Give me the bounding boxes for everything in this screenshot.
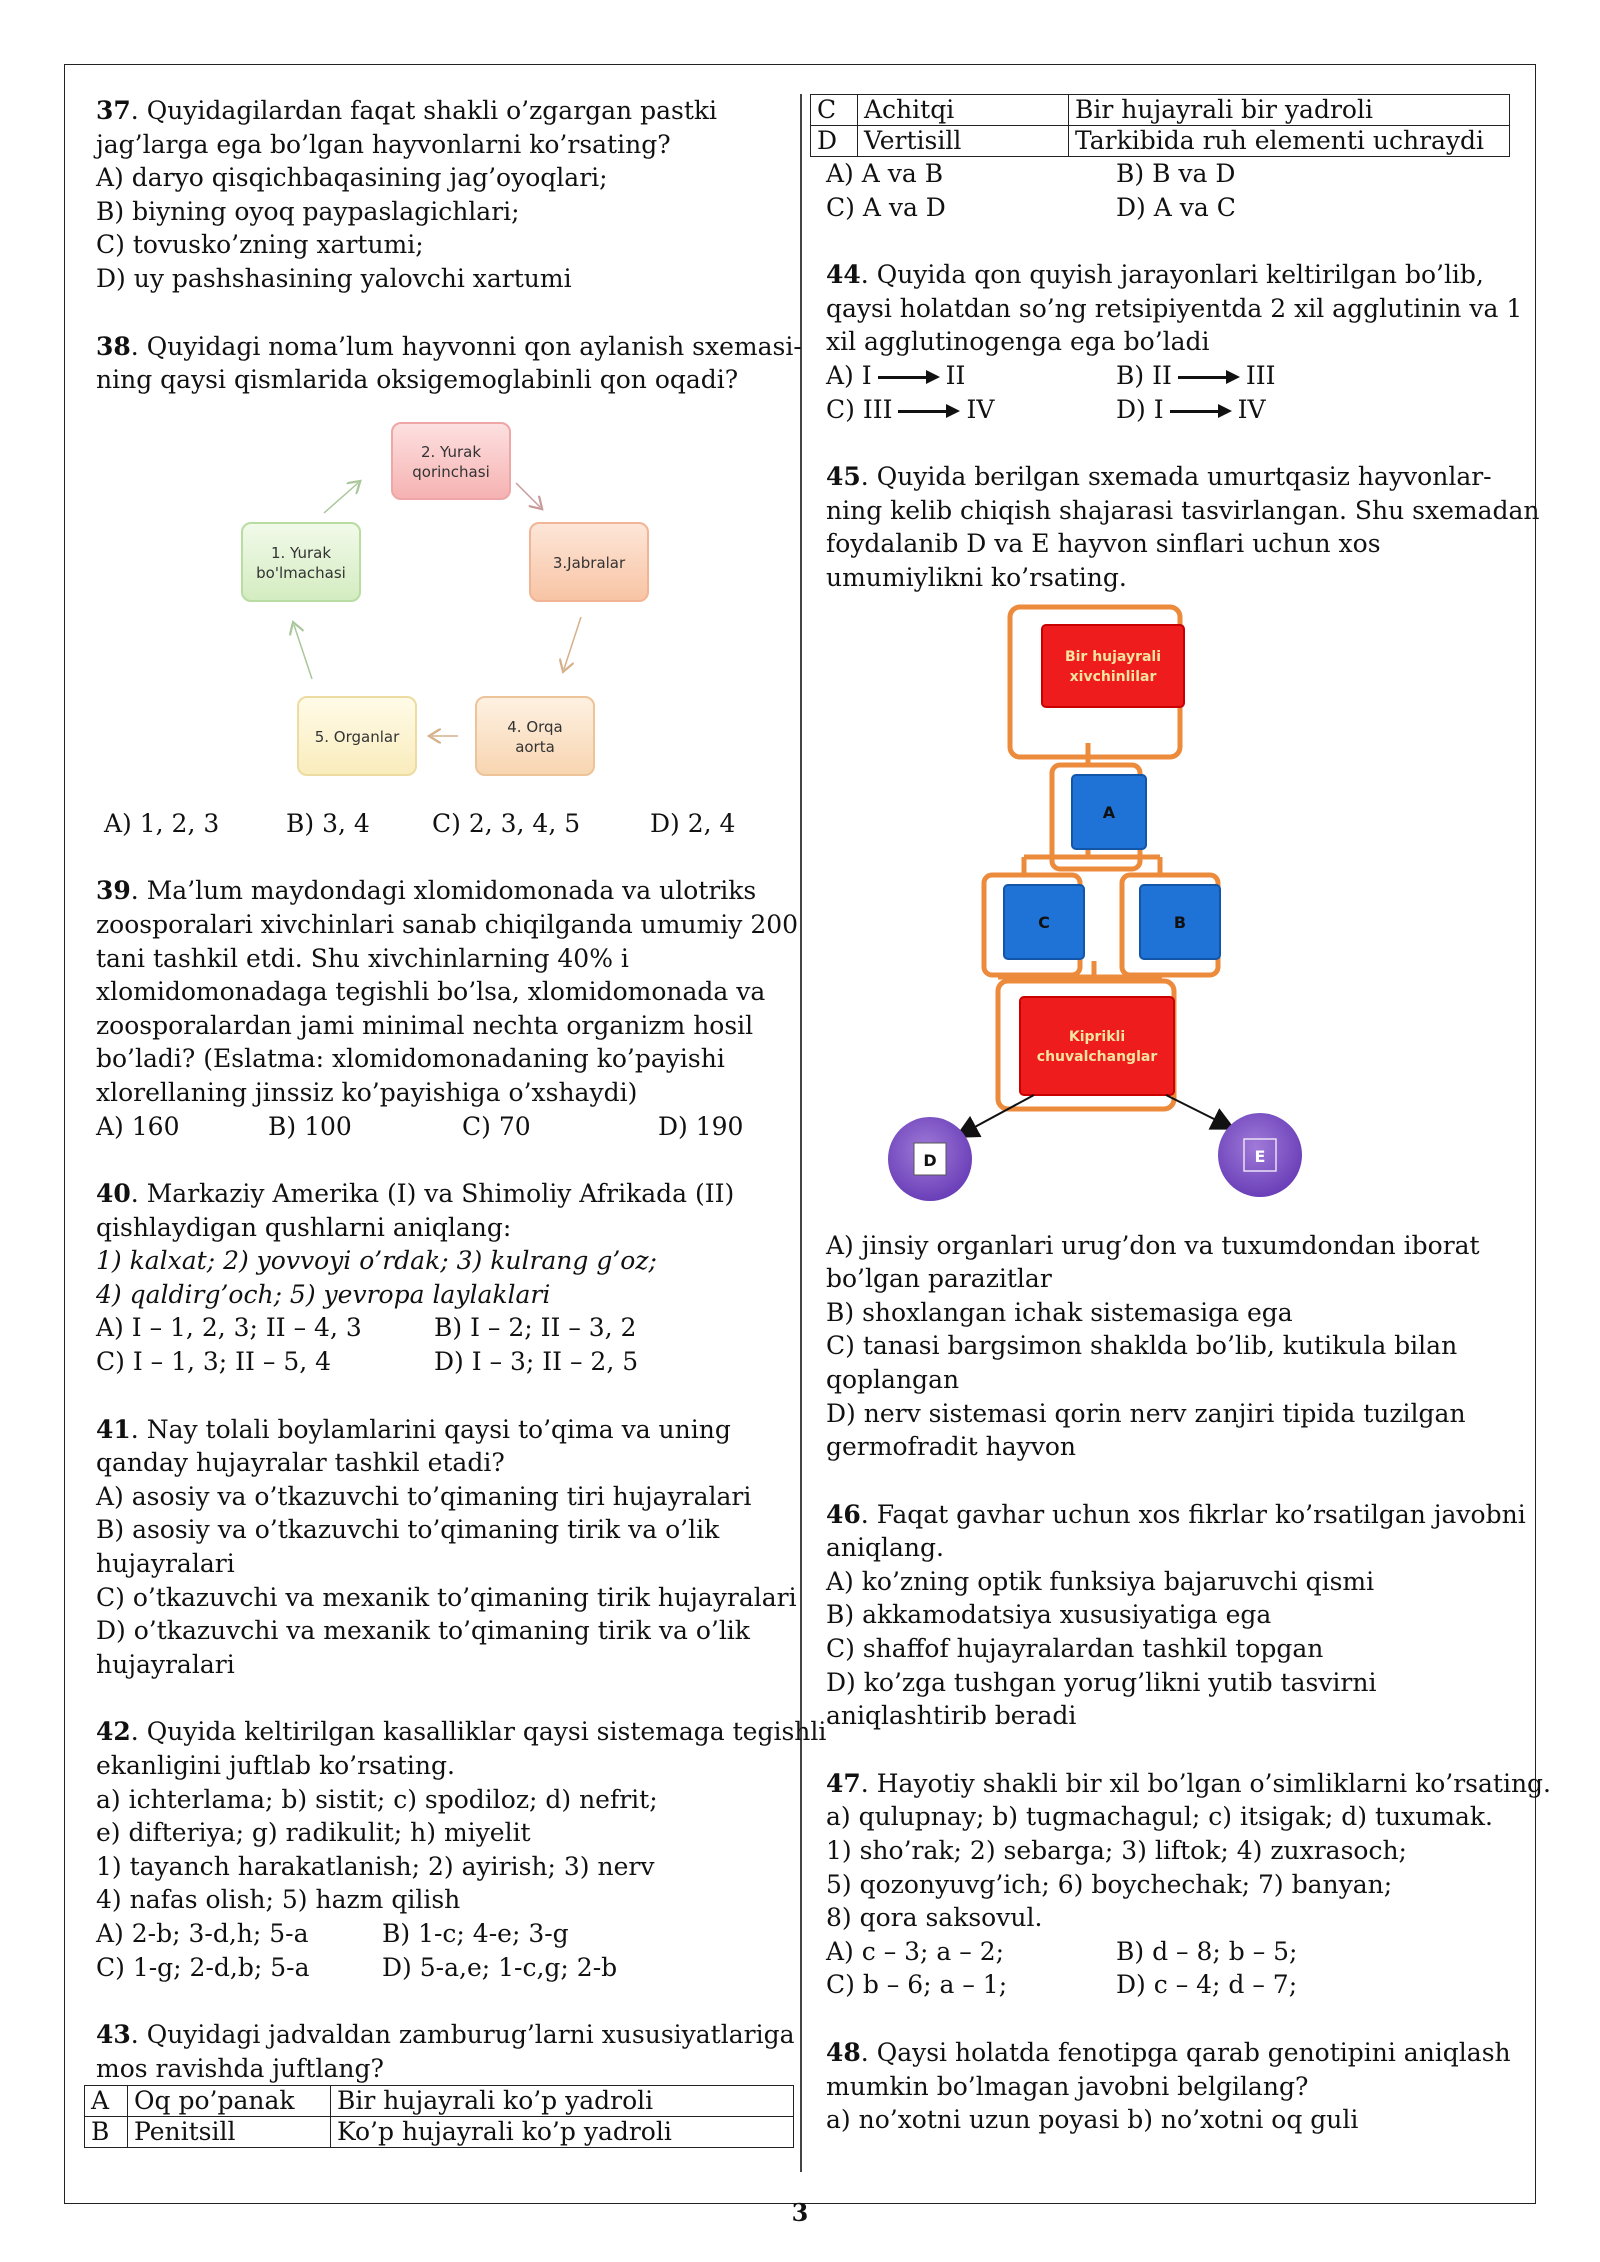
question-text: Quyidagi jadvaldan zamburug’larni xususiyatlariga xyxy=(146,2020,795,2050)
node-label: qorinchasi xyxy=(412,462,490,481)
question-number: 41 xyxy=(96,1414,131,1444)
answer-option: D) 2, 4 xyxy=(650,808,736,838)
answer-option: A) 2-b; 3-d,h; 5-a xyxy=(96,1918,309,1948)
answer-option: A) jinsiy organlari urug’don va tuxumdondan iborat xyxy=(826,1230,1480,1260)
question-text: qanday hujayralar tashkil etadi? xyxy=(96,1448,505,1478)
table-row xyxy=(811,95,1510,126)
question-39: 39. Ma’lum maydondagi xlomidomonada va ulotriks zoosporalari xivchinlari sanab chiqilganda umumiy 200 tani tashkil etdi. Shu xivchinlarning 40% i xlomidomonadaga tegishli bo’lsa, xlomidomonada va zoosporalardan jami minimal nechta organizm hosil bo’ladi? (Eslatma: xlomidomonadaning ko’payishi xlorellaning jinssiz ko’payishiga o’xshaydi) A) 160 B) 100 C) 70 D) 190 xyxy=(96,874,786,1143)
answer-option: C) III IV xyxy=(826,394,995,424)
answer-option: C) I – 1, 3; II – 5, 4 xyxy=(96,1347,332,1377)
node-label: 3.Jabralar xyxy=(552,553,626,572)
question-text: xil agglutinogenga ega bo’ladi xyxy=(826,327,1210,357)
fungi-table-part2 xyxy=(810,94,1510,157)
table-cell: Bir hujayrali ko’p yadroli xyxy=(331,2086,794,2117)
question-text: Hayotiy shakli bir xil bo’lgan o’simliklarni ko’rsating. xyxy=(876,1768,1551,1798)
answer-option: a) no’xotni uzun poyasi b) no’xotni oq guli xyxy=(826,2105,1359,2135)
answer-option: D) I IV xyxy=(1116,394,1266,424)
question-text: 1) sho’rak; 2) sebarga; 3) liftok; 4) zuxrasoch; xyxy=(826,1836,1407,1866)
question-text: Quyida keltirilgan kasalliklar qaysi sistemaga tegishli xyxy=(146,1717,827,1747)
question-text: Markaziy Amerika (I) va Shimoliy Afrikada (II) xyxy=(146,1179,735,1209)
question-text: mumkin bo’lmagan javobni belgilang? xyxy=(826,2071,1309,2101)
answer-option: B) II III xyxy=(1116,360,1276,390)
question-number: 45 xyxy=(826,462,861,492)
phylogeny-diagram xyxy=(826,599,1526,1229)
answer-option: hujayralari xyxy=(96,1649,235,1679)
diagram-node-dorsal-aorta xyxy=(476,697,594,775)
question-46: 46. Faqat gavhar uchun xos fikrlar ko’rsatilgan javobni aniqlang. A) ko’zning optik funksiya bajaruvchi qismi B) akkamodatsiya xususiyatiga ega C) shaffof hujayralardan tashkil topgan D) ko’zga tushgan yorug’likni yutib tasvirni aniqlashtirib beradi xyxy=(826,1498,1526,1733)
diagram-arrow xyxy=(516,483,540,507)
node-a xyxy=(1052,765,1146,869)
question-text: 8) qora saksovul. xyxy=(826,1903,1043,1933)
answer-option: C) 70 xyxy=(462,1111,531,1141)
page-number: 3 xyxy=(791,2198,809,2227)
node-label: chuvalchanglar xyxy=(1036,1048,1158,1065)
table-cell: C xyxy=(811,95,858,126)
diagram-node-heart-atrium xyxy=(242,523,360,601)
answer-option: A) I – 1, 2, 3; II – 4, 3 xyxy=(96,1313,362,1343)
question-text: foydalanib D va E hayvon sinflari uchun xos xyxy=(826,529,1381,559)
tree-arrow xyxy=(1166,1095,1230,1127)
diagram-node-organs xyxy=(298,697,416,775)
node-label: Kiprikli xyxy=(1068,1028,1126,1045)
question-text: 1) tayanch harakatlanish; 2) ayirish; 3) nerv xyxy=(96,1851,655,1881)
question-text: ekanligini juftlab ko’rsating. xyxy=(96,1751,455,1780)
node-label: 5. Organlar xyxy=(314,727,400,746)
table-cell: Penitsill xyxy=(128,2117,331,2148)
answer-option: D) c – 4; d – 7; xyxy=(1116,1970,1298,2000)
diagram-node-heart-ventricle xyxy=(392,423,510,499)
arrow-right-icon xyxy=(1178,372,1240,382)
answer-option: C) 2, 3, 4, 5 xyxy=(432,808,581,838)
question-number: 46 xyxy=(826,1499,861,1529)
answer-option: A) 160 xyxy=(96,1111,180,1141)
answer-option: qoplangan xyxy=(826,1364,960,1394)
answer-option: A) ko’zning optik funksiya bajaruvchi qismi xyxy=(826,1566,1375,1596)
answer-option: D) uy pashshasining yalovchi xartumi xyxy=(96,263,572,293)
question-40: 40. Markaziy Amerika (I) va Shimoliy Afrikada (II) qishlaydigan qushlarni aniqlang: 1) kalxat; 2) yovvoyi o’rdak; 3) kulrang g’oz; 4) qaldirg’och; 5) yevropa laylaklari A) I – 1, 2, 3; II – 4, 3 B) I – 2; II – 3, 2 C) I – 1, 3; II – 5, 4 D) I – 3; II – 2, 5 xyxy=(96,1177,786,1379)
question-text: Faqat gavhar uchun xos fikrlar ko’rsatilgan javobni xyxy=(876,1499,1526,1529)
answer-option: A) asosiy va o’tkazuvchi to’qimaning tiri hujayralari xyxy=(96,1481,752,1511)
question-text: zoosporalardan jami minimal nechta organizm hosil xyxy=(96,1010,754,1040)
node-label: B xyxy=(1173,912,1187,932)
table-row xyxy=(811,126,1510,157)
question-text: qishlaydigan qushlarni aniqlang: xyxy=(96,1212,512,1242)
answer-option: C) shaffof hujayralardan tashkil topgan xyxy=(826,1634,1324,1664)
question-text: xlorellaning jinssiz ko’payishiga o’xshaydi) xyxy=(96,1077,638,1107)
question-43: 43. Quyidagi jadvaldan zamburug’larni xususiyatlariga mos ravishda juftlang? A Oq po’panak Bir hujayrali ko’p yadroli B Penitsill Ko’p hujayrali ko’p yadroli xyxy=(96,2018,786,2148)
question-text: 5) qozonyuvg’ich; 6) boychechak; 7) banyan; xyxy=(826,1869,1393,1899)
question-number: 43 xyxy=(96,2020,131,2050)
table-cell: D xyxy=(811,126,858,157)
question-number: 44 xyxy=(826,260,861,290)
answer-option: A) A va B xyxy=(826,159,944,188)
question-48: 48. Qaysi holatda fenotipga qarab genotipini aniqlash mumkin bo’lmagan javobni belgilang? a) no’xotni uzun poyasi b) no’xotni oq guli xyxy=(826,2036,1526,2137)
question-text: zoosporalari xivchinlari sanab chiqilganda umumiy 200 xyxy=(96,909,799,939)
answer-option: C) b – 6; a – 1; xyxy=(826,1970,1008,2000)
answer-option: A) I II xyxy=(826,360,966,390)
question-text: xlomidomonadaga tegishli bo’lsa, xlomidomonada va xyxy=(96,977,766,1007)
answer-option: C) 1-g; 2-d,b; 5-a xyxy=(96,1952,310,1982)
node-label: Bir hujayrali xyxy=(1064,648,1162,665)
question-text: bo’ladi? (Eslatma: xlomidomonadaning ko’payishi xyxy=(96,1044,725,1074)
question-text: qaysi holatdan so’ng retsipiyentda 2 xil agglutinin va 1 xyxy=(826,293,1523,323)
question-text: a) qulupnay; b) tugmachagul; c) itsigak; d) tuxumak. xyxy=(826,1802,1494,1832)
node-label: C xyxy=(1038,912,1050,932)
question-38: 38. Quyidagi noma’lum hayvonni qon aylanish sxemasi- ning qaysi qismlarida oksigemoglabinli qon oqadi? 2. Yurak qorinchasi 1. Yurak bo'lmachasi 3.Jabralar 4. Orqa aorta 5. Organlar A) 1, 2, 3 B) 3, 4 C) 2, 3, 4, 5 D) 2, 4 xyxy=(96,330,786,841)
answer-option: C) o’tkazuvchi va mexanik to’qimaning tirik hujayralari xyxy=(96,1582,797,1612)
question-text: Qaysi holatda fenotipga qarab genotipini aniqlash xyxy=(876,2038,1511,2067)
node-label: E xyxy=(1254,1146,1266,1166)
question-number: 39 xyxy=(96,876,131,906)
question-number: 47 xyxy=(826,1768,861,1798)
table-cell: A xyxy=(85,2086,128,2117)
answer-option: C) A va D xyxy=(826,192,946,222)
question-number: 37 xyxy=(96,96,131,125)
answer-option: B) biyning oyoq paypaslagichlari; xyxy=(96,196,520,226)
answer-option: B) shoxlangan ichak sistemasiga ega xyxy=(826,1297,1293,1327)
answer-option: B) 1-c; 4-e; 3-g xyxy=(382,1918,569,1948)
node-flagellates xyxy=(1010,607,1184,757)
table-cell: Ko’p hujayrali ko’p yadroli xyxy=(331,2117,794,2148)
diagram-arrow xyxy=(564,617,581,669)
diagram-arrow xyxy=(294,625,312,679)
question-number: 48 xyxy=(826,2038,861,2067)
answer-option: B) 100 xyxy=(268,1111,352,1141)
question-text: Quyida qon quyish jarayonlari keltirilgan bo’lib, xyxy=(876,260,1484,290)
arrow-right-icon xyxy=(878,372,940,382)
answer-option: C) tovusko’zning xartumi; xyxy=(96,230,424,260)
node-label: aorta xyxy=(515,737,555,756)
circulation-diagram xyxy=(96,397,786,807)
node-d xyxy=(888,1117,972,1201)
table-cell: Oq po’panak xyxy=(128,2086,331,2117)
question-text: tani tashkil etdi. Shu xivchinlarning 40% i xyxy=(96,943,629,973)
fungi-table-part1 xyxy=(84,2085,794,2148)
node-label: 4. Orqa xyxy=(507,717,563,736)
question-text: 4) qaldirg’och; 5) yevropa laylaklari xyxy=(96,1279,551,1309)
question-47: 47. Hayotiy shakli bir xil bo’lgan o’simliklarni ko’rsating. a) qulupnay; b) tugmachagul; c) itsigak; d) tuxumak. 1) sho’rak; 2) sebarga; 3) liftok; 4) zuxrasoch; 5) qozonyuvg’ich; 6) boychechak; 7) banyan; 8) qora saksovul. A) c – 3; a – 2; B) d – 8; b – 5; C) b – 6; a – 1; D) c – 4; d – 7; xyxy=(826,1767,1526,2002)
question-number: 42 xyxy=(96,1717,131,1747)
diagram-arrow xyxy=(324,483,358,513)
question-number: 38 xyxy=(96,331,131,361)
node-flatworms xyxy=(998,981,1174,1109)
question-text: ning qaysi qismlarida oksigemoglabinli qon oqadi? xyxy=(96,365,739,395)
answer-option: D) ko’zga tushgan yorug’likni yutib tasvirni xyxy=(826,1667,1377,1697)
table-cell: Achitqi xyxy=(858,95,1069,126)
answer-option: B) asosiy va o’tkazuvchi to’qimaning tirik va o’lik xyxy=(96,1515,720,1545)
question-text: 4) nafas olish; 5) hazm qilish xyxy=(96,1885,461,1915)
table-cell: Bir hujayrali bir yadroli xyxy=(1069,95,1510,126)
question-number: 40 xyxy=(96,1179,131,1209)
question-text: jag’larga ega bo’lgan hayvonlarni ko’rsating? xyxy=(96,129,671,159)
question-45: 45. Quyida berilgan sxemada umurtqasiz hayvonlar- ning kelib chiqish shajarasi tasvirlangan. Shu sxemadan foydalanib D va E hayvon sinflari uchun xos umumiylikni ko’rsating. Bir hujayrali xivchinlilar A C B Kiprikli chuvalchanglar D E A) jinsiy organlari urug’don va tuxumdondan iborat bo’lgan parazitlar B) shoxlangan ichak sistemasiga ega C) tanasi bargsimon shaklda bo’lib, kutikula bilan qoplangan D) nerv sistemasi qorin nerv zanjiri tipida tuzilgan germofradit hayvon xyxy=(826,460,1526,1464)
question-text: Quyida berilgan sxemada umurtqasiz hayvonlar- xyxy=(876,462,1492,492)
node-e xyxy=(1218,1113,1302,1197)
answer-option: B) akkamodatsiya xususiyatiga ega xyxy=(826,1600,1272,1630)
question-text: aniqlang. xyxy=(826,1533,944,1563)
question-42: 42. Quyida keltirilgan kasalliklar qaysi sistemaga tegishli ekanligini juftlab ko’rsating. a) ichterlama; b) sistit; c) spodiloz; d) nefrit; e) difteriya; g) radikulit; h) miyelit 1) tayanch harakatlanish; 2) ayirish; 3) nerv 4) nafas olish; 5) hazm qilish A) 2-b; 3-d,h; 5-a B) 1-c; 4-e; 3-g C) 1-g; 2-d,b; 5-a D) 5-a,e; 1-c,g; 2-b xyxy=(96,1715,786,1984)
question-37: 37. Quyidagilardan faqat shakli o’zgargan pastki jag’larga ega bo’lgan hayvonlarni ko’rsating? A) daryo qisqichbaqasining jag’oyoqlari; B) biyning oyoq paypaslagichlari; C) tovusko’zning xartumi; D) uy pashshasining yalovchi xartumi xyxy=(96,94,786,296)
table-cell: B xyxy=(85,2117,128,2148)
question-text: a) ichterlama; b) sistit; c) spodiloz; d) nefrit; xyxy=(96,1784,658,1814)
answer-option: D) nerv sistemasi qorin nerv zanjiri tipida tuzilgan xyxy=(826,1398,1466,1428)
table-cell: Vertisill xyxy=(858,126,1069,157)
answer-option: B) I – 2; II – 3, 2 xyxy=(434,1313,637,1343)
answer-option: C) tanasi bargsimon shaklda bo’lib, kutikula bilan xyxy=(826,1331,1458,1361)
answer-option: A) 1, 2, 3 xyxy=(104,808,220,838)
question-text: Nay tolali boylamlarini qaysi to’qima va uning xyxy=(146,1414,731,1444)
question-text: umumiylikni ko’rsating. xyxy=(826,562,1127,592)
right-column xyxy=(817,94,1551,2137)
answer-option: D) A va C xyxy=(1116,192,1236,222)
node-c xyxy=(984,875,1084,975)
node-label: xivchinlilar xyxy=(1069,668,1157,685)
answer-option: B) 3, 4 xyxy=(286,808,370,838)
answer-option: A) daryo qisqichbaqasining jag’oyoqlari; xyxy=(96,163,608,193)
answer-option: D) 190 xyxy=(658,1111,744,1141)
question-text: e) difteriya; g) radikulit; h) miyelit xyxy=(96,1818,531,1848)
answer-option: aniqlashtirib beradi xyxy=(826,1701,1077,1731)
arrow-right-icon xyxy=(898,406,960,416)
answer-option: D) I – 3; II – 2, 5 xyxy=(434,1347,639,1377)
diagram-node-gills xyxy=(530,523,648,601)
arrow-right-icon xyxy=(1170,406,1232,416)
column-divider xyxy=(800,94,802,2172)
answer-option: D) o’tkazuvchi va mexanik to’qimaning tirik va o’lik xyxy=(96,1616,750,1646)
question-text: Quyidagilardan faqat shakli o’zgargan pastki xyxy=(146,96,718,125)
question-text: ning kelib chiqish shajarasi tasvirlangan. Shu sxemadan xyxy=(826,495,1540,525)
answer-option: germofradit hayvon xyxy=(826,1432,1077,1462)
node-label: bo'lmachasi xyxy=(256,563,346,582)
question-text: mos ravishda juftlang? xyxy=(96,2053,384,2083)
node-b xyxy=(1122,875,1220,975)
answer-option: hujayralari xyxy=(96,1549,235,1579)
table-row xyxy=(85,2117,794,2148)
answer-option: D) 5-a,e; 1-c,g; 2-b xyxy=(382,1952,618,1982)
node-label: D xyxy=(923,1150,937,1170)
answer-option: A) c – 3; a – 2; xyxy=(826,1936,1005,1966)
table-row xyxy=(85,2086,794,2117)
answer-option: B) B va D xyxy=(1116,159,1236,188)
node-label: 2. Yurak xyxy=(420,442,482,461)
question-41: 41. Nay tolali boylamlarini qaysi to’qima va uning qanday hujayralar tashkil etadi? A) asosiy va o’tkazuvchi to’qimaning tiri hujayralari B) asosiy va o’tkazuvchi to’qimaning tirik va o’lik hujayralari C) o’tkazuvchi va mexanik to’qimaning tirik hujayralari D) o’tkazuvchi va mexanik to’qimaning tirik va o’lik hujayralari xyxy=(96,1413,786,1682)
node-label: A xyxy=(1102,802,1116,822)
question-text: Quyidagi noma’lum hayvonni qon aylanish sxemasi- xyxy=(146,331,802,361)
question-text: 1) kalxat; 2) yovvoyi o’rdak; 3) kulrang g’oz; xyxy=(96,1246,657,1276)
answer-option: B) d – 8; b – 5; xyxy=(1116,1936,1298,1966)
question-44: 44. Quyida qon quyish jarayonlari keltirilgan bo’lib, qaysi holatdan so’ng retsipiyentda 2 xil agglutinin va 1 xil agglutinogenga ega bo’ladi A) I II B) II III C) III IV D) I IV xyxy=(826,258,1526,426)
table-cell: Tarkibida ruh elementi uchraydi xyxy=(1069,126,1510,157)
answer-option: bo’lgan parazitlar xyxy=(826,1264,1052,1294)
left-column xyxy=(91,94,827,2148)
question-text: Ma’lum maydondagi xlomidomonada va ulotriks xyxy=(146,876,757,906)
node-label: 1. Yurak xyxy=(270,543,332,562)
